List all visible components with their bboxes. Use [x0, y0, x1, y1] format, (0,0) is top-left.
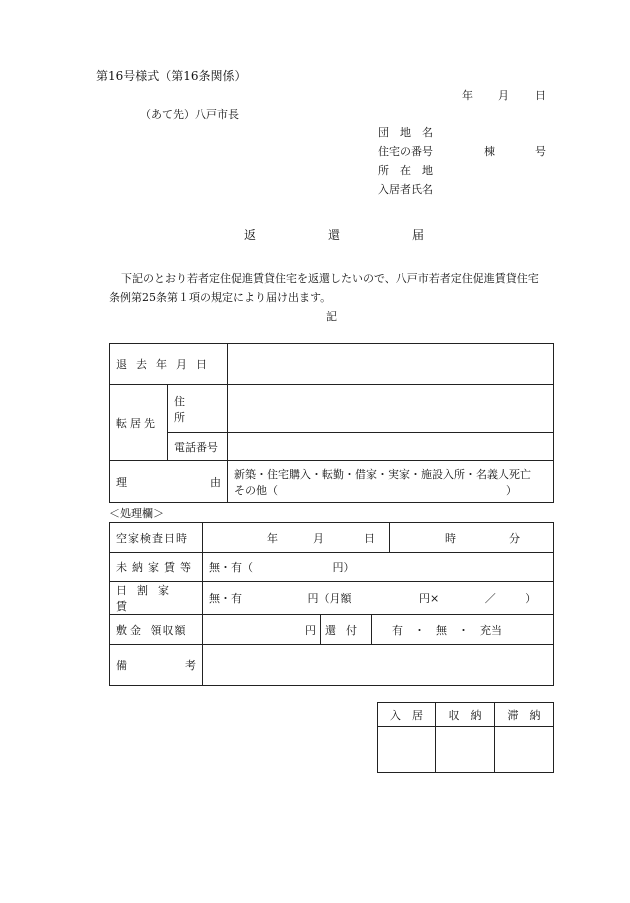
body-line-1: 下記のとおり若者定住促進賃貸住宅を返還したいので、八戸市若者定住促進賃貸住宅: [121, 272, 539, 285]
processing-table: [109, 522, 554, 686]
addressee: （あて先）八戸市長: [140, 108, 239, 121]
daily-close: ）: [525, 592, 537, 605]
reason-other-close: ）: [506, 483, 517, 497]
inspection-day: 日: [364, 531, 375, 545]
main-table: [109, 343, 554, 503]
unpaid-label-cell: [110, 553, 203, 582]
location-label: 所 在 地: [378, 164, 433, 177]
daily-label: 日割家賃: [116, 584, 179, 613]
deposit-label-2: 領収額: [150, 623, 187, 637]
date-line: [462, 87, 473, 103]
address-label: 住所: [174, 394, 203, 424]
resident-name-label: 入居者氏名: [378, 183, 433, 196]
date-year-label: 年: [462, 89, 473, 102]
inspection-year: 年: [267, 531, 278, 545]
new-address-label-cell: [110, 385, 168, 461]
remarks-label-cell: [110, 645, 203, 686]
reason-label-cell: [110, 461, 228, 503]
daily-yen: 円（月額: [307, 592, 352, 605]
inspection-minute: 分: [509, 531, 520, 545]
reason-options[interactable]: 新築・住宅購入・転勤・借家・実家・施設入所・名義人死亡: [234, 467, 531, 481]
moveout-date-label: 退去年月日: [116, 358, 216, 371]
deposit-yen: 円: [305, 623, 316, 637]
room-label: 号: [535, 145, 546, 158]
refund-options[interactable]: 有 ・ 無 ・ 充当: [392, 623, 502, 637]
form-number: 第16号様式（第16条関係）: [96, 69, 247, 83]
unpaid-label: 未納家賃等: [116, 561, 196, 574]
stamp-cell-received[interactable]: [436, 727, 495, 773]
stamp-header-move-in: 入 居: [378, 703, 436, 727]
moveout-date-field[interactable]: [228, 344, 554, 385]
remarks-label-right: 考: [185, 659, 196, 672]
inspection-hour: 時: [445, 531, 456, 545]
complex-name-label: 団 地 名: [378, 126, 433, 139]
daily-field[interactable]: [203, 582, 554, 615]
stamp-header-arrears: 滞 納: [495, 703, 554, 727]
daily-label-cell: [110, 582, 203, 615]
address-field[interactable]: [228, 385, 554, 433]
phone-label: 電話番号: [174, 440, 218, 454]
building-label: 棟: [484, 145, 495, 158]
phone-field[interactable]: [228, 433, 554, 461]
daily-yen-times: 円×: [419, 592, 440, 605]
inspection-label-cell: [110, 523, 203, 553]
moveout-date-label-cell: [110, 344, 228, 385]
reason-label-left: 理: [116, 475, 127, 489]
remarks-label-left: 備: [116, 659, 127, 672]
stamp-box: [377, 702, 554, 773]
inspection-month: 月: [313, 531, 324, 545]
deposit-field[interactable]: [203, 615, 554, 645]
deposit-label-1: 敷金: [116, 623, 144, 637]
unpaid-value: 無・有（: [209, 561, 253, 574]
processing-label: ＜処理欄＞: [109, 507, 164, 520]
date-month-label: 月: [498, 89, 509, 102]
inspection-label: 空家検査日時: [116, 531, 188, 545]
body-line-2: 条例第25条第１項の規定により届け出ます。: [109, 291, 332, 304]
reason-label-right: 由: [210, 475, 221, 489]
address-label-cell: [168, 385, 228, 433]
document-title: 返 還 届: [244, 228, 425, 242]
new-address-label: 転居先: [116, 416, 158, 430]
inspection-field[interactable]: [203, 523, 554, 553]
unpaid-unit: 円）: [332, 561, 355, 574]
daily-slash: ／: [484, 592, 496, 605]
stamp-cell-move-in[interactable]: [378, 727, 436, 773]
reason-other[interactable]: その他（: [234, 483, 278, 497]
refund-label: 還付: [325, 623, 367, 637]
phone-label-cell: [168, 433, 228, 461]
daily-value: 無・有: [209, 592, 242, 605]
remarks-field[interactable]: [203, 645, 554, 686]
date-day-label: 日: [535, 89, 546, 102]
deposit-label-cell: [110, 615, 203, 645]
reason-field[interactable]: [228, 461, 554, 503]
stamp-header-received: 収 納: [436, 703, 495, 727]
stamp-cell-arrears[interactable]: [495, 727, 554, 773]
ki-label: 記: [326, 310, 337, 323]
housing-number-label: 住宅の番号: [378, 145, 433, 158]
unpaid-field[interactable]: [203, 553, 554, 582]
